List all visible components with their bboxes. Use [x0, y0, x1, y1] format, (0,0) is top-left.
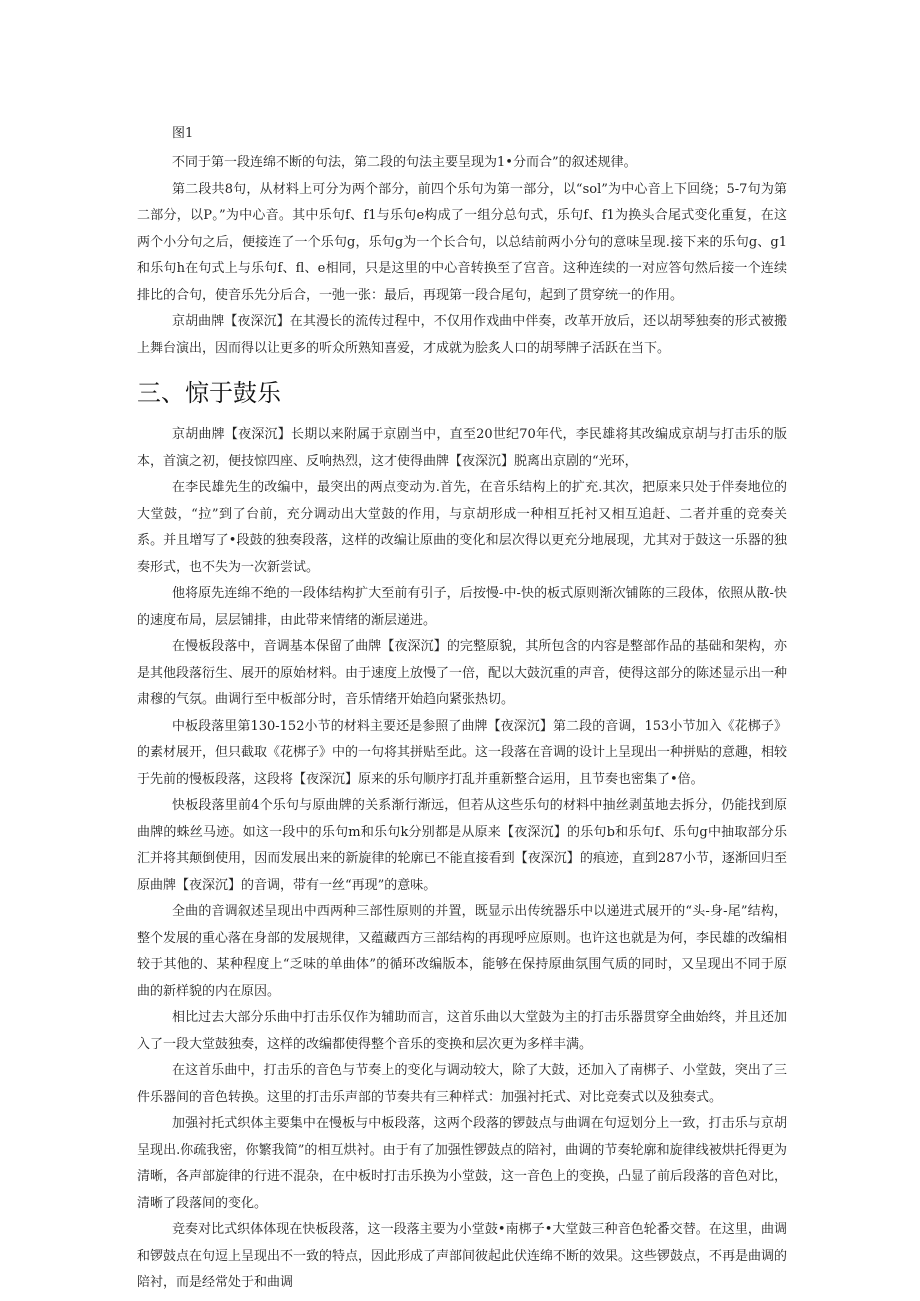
- section-heading: 三、惊于鼓乐: [137, 379, 281, 407]
- paragraph: 第二段共8句，从材料上可分为两个部分，前四个乐句为第一部分，以“sol”为中心音上下回绕；5-7句为第二部分，以P。”为中心音。其中乐句f、f1与乐句e构成了一组分总句式，乐句f、f1为换头合尾式变化重复，在这两个小分句之后，便接连了一个乐句g，乐句g为一个长合句，以总结前两小分句的意味呈现.接下来的乐句g、g1和乐句h在句式上与乐句f、fl、e相同，只是这里的中心音转换至了宫音。这种连续的一对应答句然后接一个连续排比的合句，使音乐先分后合，一弛一张：最后，再现第一段合尾句，起到了贯穿统一的作用。: [137, 181, 787, 303]
- paragraph: 快板段落里前4个乐句与原曲牌的关系渐行渐远，但若从这些乐句的材料中抽丝剥茧地去拆分，仍能找到原曲牌的蛛丝马迹。如这一段中的乐句m和乐句k分别都是从原来【夜深沉】的乐句b和乐句f、乐句g中抽取部分乐汇并将其颠倒使用，因而发展出来的新旋律的轮廓已不能直接看到【夜深沉】的痕迹，直到287小节，逐渐回归至原曲牌【夜深沉】的音调，带有一丝“再现”的意味。: [137, 798, 787, 893]
- paragraph: 在这首乐曲中，打击乐的音色与节奏上的变化与调动较大，除了大鼓，还加入了南梆子、小堂鼓，突出了三件乐器间的音色转换。这里的打击乐声部的节奏共有三种样式：加强衬托式、对比竞奏式以及独奏式。: [137, 1063, 787, 1105]
- paragraph: 他将原先连绵不绝的一段体结构扩大至前有引子，后按慢-中-快的板式原则渐次铺陈的三段体，依照从散-快的速度布局，层层铺排，由此带来情绪的渐层递进。: [137, 586, 787, 628]
- paragraph: 竞奏对比式织体体现在快板段落，这一段落主要为小堂鼓•南梆子•大堂鼓三种音色轮番交替。在这里，曲调和锣鼓点在句逗上呈现出不一致的特点，因此形成了声部间彼起此伏连绵不断的效果。这些锣鼓点，不再是曲调的陪衬，而是经常处于和曲调: [137, 1222, 788, 1290]
- paragraph: 中板段落里第130-152小节的材料主要还是参照了曲牌【夜深沉】第二段的音调，153小节加入《花梆子》的素材展开，但只截取《花梆子》中的一句将其拼贴至此。这一段落在音调的设计上呈现出一种拼贴的意趣，相较于先前的慢板段落，这段将【夜深沉】原来的乐句顺序打乱并重新整合运用，且节奏也密集了•倍。: [137, 718, 788, 787]
- document-body: [137, 124, 787, 1297]
- paragraph: 全曲的音调叙述呈现出中西两种三部性原则的并置，既显示出传统器乐中以递进式展开的“头-身-尾”结构，整个发展的重心落在身部的发展规律，又蕴藏西方三部结构的再现呼应原则。也许这也就是为何，李民雄的改编相较于其他的、某种程度上“乏味的单曲体”的循环改编版本，能够在保持原曲氛围气质的同时，又呈现出不同于原曲的新样貌的内在原因。: [137, 904, 788, 999]
- paragraph: 京胡曲牌【夜深沉】长期以来附属于京剧当中，直至20世纪70年代，李民雄将其改编成京胡与打击乐的版本，首演之初，便技惊四座、反响热烈，这才使得曲牌【夜深沉】脱离出京剧的“光环，: [137, 427, 787, 469]
- paragraph: 相比过去大部分乐曲中打击乐仅作为辅助而言，这首乐曲以大堂鼓为主的打击乐器贯穿全曲始终，并且还加入了一段大堂鼓独奏，这样的改编都使得整个音乐的变换和层次更为多样丰满。: [137, 1010, 787, 1052]
- paragraph: 加强衬托式织体主要集中在慢板与中板段落，这两个段落的锣鼓点与曲调在句逗划分上一致，打击乐与京胡呈现出.你疏我密，你繁我简”的相互烘衬。由于有了加强性锣鼓点的陪衬，曲调的节奏轮廓和旋律线被烘托得更为清晰，各声部旋律的行进不混杂，在中板时打击乐换为小堂鼓，这一音色上的变换，凸显了前后段落的音色对比，清晰了段落间的变化。: [137, 1116, 788, 1211]
- figure-caption: 图1: [172, 126, 194, 141]
- paragraph: 京胡曲牌【夜深沉】在其漫长的流传过程中，不仅用作戏曲中伴奏，改革开放后，还以胡琴独奏的形式被搬上舞台演出，因而得以让更多的听众所熟知喜爱，才成就为脍炙人口的胡琴牌子活跃在当下。: [137, 314, 787, 356]
- paragraph: 不同于第一段连绵不断的句法，第二段的句法主要呈现为1•分而合”的叙述规律。: [172, 155, 637, 170]
- paragraph: 在慢板段落中，音调基本保留了曲牌【夜深沉】的完整原貌，其所包含的内容是整部作品的基础和架构，亦是其他段落衍生、展开的原始材料。由于速度上放慢了一倍，配以大鼓沉重的声音，使得这部分的陈述显示出一种肃穆的气氛。曲调行至中板部分时，音乐情绪开始趋向紧张热切。: [137, 639, 788, 707]
- paragraph: 在李民雄先生的改编中，最突出的两点变动为.首先，在音乐结构上的扩充.其次，把原来只处于伴奏地位的大堂鼓，“拉”到了台前，充分调动出大堂鼓的作用，与京胡形成一种相互托衬又相互追赶、二者并重的竞奏关系。并且增写了•段鼓的独奏段落，这样的改编让原曲的变化和层次得以更充分地展现，尤其对于鼓这一乐器的独奏形式，也不失为一次新尝试。: [137, 480, 787, 575]
